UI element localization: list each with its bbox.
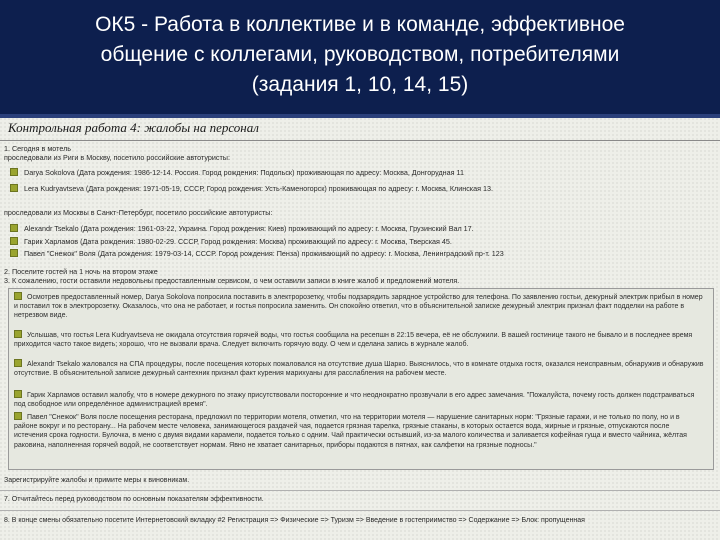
guest-entry: Павел "Снежок" Воля (Дата рождения: 1979-03-14, СССР. Город рождения: Пенза) проживающий по адресу: г. Москва, Ленинградский пр-т. 123 [24,249,504,258]
guest-entry: Lera Kudryavtseva (Дата рождения: 1971-05-19, СССР, Город рождения: Усть-Каменогорск) проживающая по адресу: г. Москва, Клинская 13. [24,184,493,193]
guest-entry: Darya Sokolova (Дата рождения: 1986-12-14. Россия. Город рождения: Подольск) проживающая по адресу: Москва, Донгорудная 11 [24,168,464,177]
task-4: Зарегистрируйте жалобы и примите меры к виновникам. [4,477,190,484]
task-7: 7. Отчитайтесь перед руководством по основным показателям эффективности. [4,496,264,503]
document-scan [0,118,720,540]
bullet-icon [10,249,18,257]
bullet-icon [10,224,18,232]
list-item [10,224,474,233]
document-title: Контрольная работа 4: жалобы на персонал [8,120,259,135]
list-item [10,184,493,193]
complaint-text: Осмотрев предоставленный номер, Darya Sokolova попросила поставить в электророзетку, чтобы подзарядить зарядное устройство для телефона. По заявлению гостьи, дежурный электрик прибыл в номер и поставил ток в электророзетку. Оказалось, что она не работает, и гостья попросила заменить. Он спокойно ответил, что в объяснительной записке дежурный электрик признал факт подделки на работе в нетрезвом виде. [14,294,703,320]
bullet-icon [14,359,22,367]
guest-entry: Гарик Харламов (Дата рождения: 1980-02-29. СССР, Город рождения: Москва) проживающий по адресу: г. Москва, Тверская 45. [24,237,452,246]
complaint-paragraph [14,412,704,468]
divider [0,510,720,511]
slide-title-line-2: общение с коллегами, руководством, потребителями [100,43,620,66]
bullet-icon [14,330,22,338]
complaint-text: Павел "Снежок" Воля после посещения ресторана, предложил по территории мотеля, отметил, что на территории мотеля — нарушение санитарных норм: "Грязные гаражи, и не только по полу, но и в районе вокруг и по ресторану... На рабочем месте человека, занимающегося раздачей чая, подается грязная тарелка, грязные стаканы, в которых остается вода, жирные и грязные, отпускаются после истечения срока годности. Булочка, в меню с двумя видами карамели, подается только с одним. Чай практически остывший, из-за малого количества и заливается кофейная гуща и вместо чайника, жёлтая раковина, наполненная горячей водой, не соответствует нормам. Явно не хватает санитарных, приборы подаются в пятнах, как салфетки на грязные подносы." [14,414,687,449]
task-3: 3. К сожалению, гости оставили недовольны предоставленным сервисом, о чем оставили записи в книге жалоб и предложений мотеля. [4,276,460,285]
bullet-icon [14,292,22,300]
guest-entry: Alexandr Tsekalo (Дата рождения: 1961-03-22, Украина. Город рождения: Киев) проживающий по адресу: г. Москва, Грузинский Вал 17. [24,224,474,233]
complaint-text: Услышав, что гостья Lera Kudryavtseva не ожидала отсутствия горячей воды, что гостья сообщила на ресепшн в 22:15 вечера, её не обслужили. В вашей гостинице такого не бывало и в последнее время приходится часто такое видеть; хорошо, что не вызвали врача. Следует включить горячую воду. О чем и сделана запись в журнале жалоб. [14,332,693,349]
list-item [10,237,452,246]
bullet-icon [10,168,18,176]
complaint-paragraph [14,292,704,329]
task-2: 2. Поселите гостей на 1 ночь на втором этаже [4,267,158,276]
route-text-1: проследовали из Риги в Москву, посетило российские автотуристы: [4,153,230,162]
slide-header [0,0,720,118]
bullet-icon [10,237,18,245]
slide-title-line-1: ОК5 - Работа в коллективе и в команде, эффективное [95,13,625,36]
list-item [10,249,504,258]
bullet-icon [14,412,22,420]
section-heading: 1. Сегодня в мотель [4,144,72,153]
task-8: 8. В конце смены обязательно посетите Интернетовский вкладку #2 Регистрация => Физические => Туризм => Введение в гостеприимство => Содержание => Блок: пропущенная [4,517,585,524]
divider [0,490,720,491]
list-item [10,168,464,177]
route-text-2: проследовали из Москвы в Санкт-Петербург, посетило российские автотуристы: [4,208,273,217]
complaint-text: Гарик Харламов оставил жалобу, что в номере дежурного по этажу присутствовали посторонние и что неоднократно прозвучали в его адрес замечания. "Пожалуйста, почему гость должен подстраиваться под свободное или определённое администрацией время". [14,392,695,409]
complaint-paragraph [14,330,704,358]
document-title-divider [0,140,720,141]
slide-title-line-3: (задания 1, 10, 14, 15) [251,73,469,96]
slide-title [0,10,720,100]
complaint-paragraph [14,390,704,409]
complaint-text: Alexandr Tsekalo жаловался на СПА процедуры, после посещения которых пожаловался на отсутствие душа Шарко. Выяснилось, что в комнате отдыха гостя, оказался неисправным, обнаружив и обнаружив отсутствие. В объяснительной записке дежурный сантехник признал факт курения марихуаны для расслабления на рабочем месте. [14,361,704,378]
bullet-icon [14,390,22,398]
complaint-paragraph [14,359,704,387]
bullet-icon [10,184,18,192]
